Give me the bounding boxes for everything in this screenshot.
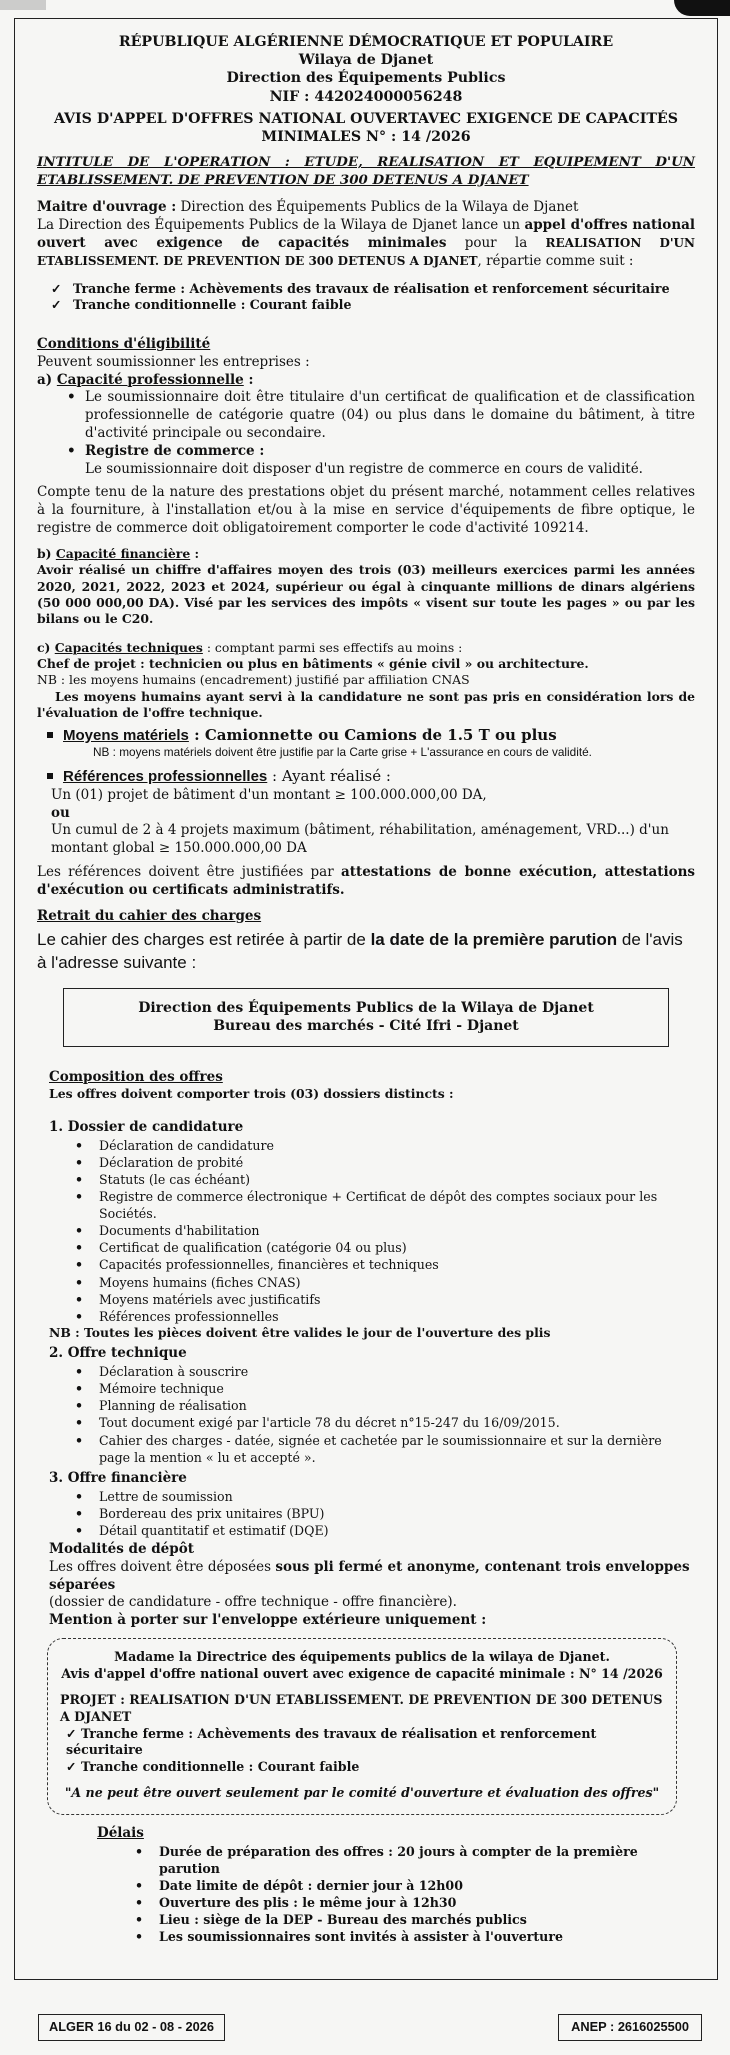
item-prefix: c) (37, 639, 55, 655)
list-item: • Lettre de soumission (73, 1488, 695, 1505)
list-item: • Moyens humains (fiches CNAS) (73, 1274, 695, 1291)
list-item: • Moyens matériels avec justificatifs (73, 1291, 695, 1308)
intro-project: REALISATION D'UN ETABLISSEMENT. DE PREVENTION DE 300 DETENUS A DJANET (37, 236, 695, 268)
technique-list (73, 1363, 695, 1466)
item-prefix: b) (37, 545, 56, 561)
list-item: • Documents d'habilitation (73, 1222, 695, 1239)
depot-title: Modalités de dépôt (49, 1541, 194, 1558)
retrait-date: la date de la première parution (370, 930, 618, 950)
list-item: • Mémoire technique (73, 1380, 695, 1397)
references-justif (37, 864, 695, 900)
depot-part: (dossier de candidature - offre technique - offre financière). (49, 1594, 457, 1611)
envelope-quote: "A ne peut être ouvert seulement par le comité d'ouverture et évaluation des offres" (64, 1785, 660, 1801)
tranche-text: Tranche ferme : Achèvements des travaux de réalisation et renforcement sécuritaire (73, 280, 670, 296)
references-title: Références professionnelles (63, 767, 268, 785)
item-suffix: : (243, 371, 254, 388)
announcement-content (15, 19, 717, 1946)
item-prefix: a) (37, 371, 57, 388)
moyens-humains: Les moyens humains ayant servi à la candidature ne sont pas pris en considération lors de l'évaluation de l'offre technique. (37, 688, 695, 721)
list-item: • Tout document exigé par l'article 78 du décret n°15-247 du 16/09/2015. (73, 1414, 695, 1431)
dossier-list (73, 1137, 695, 1325)
anep-reference: ANEP : 2616025500 (558, 2014, 702, 2041)
list-item: • Durée de préparation des offres : 20 jours à compter de la première parution (133, 1843, 695, 1877)
chef-projet: Chef de projet : technicien ou plus en bâtiments « génie civil » ou architecture. (37, 656, 589, 672)
list-item: • Lieu : siège de la DEP - Bureau des marchés publics (133, 1911, 695, 1928)
reference-2: Un cumul de 2 à 4 projets maximum (bâtiment, réhabilitation, aménagement, VRD...) d'un montant global ≥ 150.000.000,00 DA (51, 822, 669, 857)
capacite-pro-heading (37, 372, 695, 390)
item-suffix: : comptant parmi ses effectifs au moins : (202, 639, 463, 655)
composition-title: Composition des offres (49, 1068, 223, 1085)
references-text: : Ayant réalisé : (267, 766, 391, 785)
envelope-tranche-1 (66, 1726, 664, 1759)
header-republic: RÉPUBLIQUE ALGÉRIENNE DÉMOCRATIQUE ET POPULAIRE (118, 34, 614, 50)
header-avis: AVIS D'APPEL D'OFFRES NATIONAL OUVERTAVEC EXIGENCE DE CAPACITÉS (54, 110, 678, 127)
header-nif: NIF : 442024000056248 (269, 88, 463, 105)
list-item: • Registre de commerce électronique + Certificat de dépôt des comptes sociaux pour les Sociétés. (73, 1188, 695, 1222)
capacite-fin-title: Capacité financière (55, 545, 191, 561)
maitre-value: Direction des Équipements Publics de la Wilaya de Djanet (176, 199, 579, 216)
intro-text: La Direction des Équipements Publics de la Wilaya de Djanet lance un (37, 217, 525, 234)
check-icon: ✓ (51, 280, 62, 296)
square-bullet-icon (47, 732, 53, 738)
list-item: • Déclaration de candidature (73, 1137, 695, 1154)
intro-paragraph (37, 199, 695, 270)
check-icon: ✓ (51, 297, 62, 313)
delais-list (133, 1843, 695, 1946)
list-item (63, 443, 695, 479)
list-item: • Détail quantitatif et estimatif (DQE) (73, 1522, 695, 1539)
retrait-part: Le cahier des charges est retirée à partir de (37, 930, 371, 950)
materiels-text: : Camionnette ou Camions de 1.5 T ou plus (188, 725, 557, 744)
envelope-tranche-2 (66, 1759, 664, 1776)
operation-title: INTITULE DE L'OPERATION : ETUDE, REALISATION ET EQUIPEMENT D'UN ETABLISSEMENT. DE PREVENTION DE 300 DETENUS A DJANET (37, 154, 695, 188)
check-icon: ✓ (66, 1725, 81, 1741)
header-numero: MINIMALES N° : 14 /2026 (261, 128, 471, 145)
justif-emphasis: attestations de bonne exécution, attestations d'exécution ou certificats administratifs. (37, 863, 695, 898)
address-line-1: Direction des Équipements Publics de la Wilaya de Djanet (138, 999, 594, 1016)
envelope-box (47, 1638, 677, 1815)
capacite-tech-heading (37, 640, 695, 656)
scan-artifact (0, 0, 46, 10)
envelope-line-2: Avis d'appel d'offre national ouvert avec exigence de capacité minimale : N° 14 /2026 (61, 1665, 663, 1681)
dossier-title: 1. Dossier de candidature (49, 1118, 244, 1135)
list-item (51, 297, 695, 314)
retrait-text (37, 929, 695, 973)
scan-artifact-blob (674, 0, 730, 16)
nb-cnas: NB : les moyens humains (encadrement) justifié par affiliation CNAS (37, 672, 470, 688)
list-item: • Ouverture des plis : le même jour à 12h30 (133, 1894, 695, 1911)
capacite-fin-text: Avoir réalisé un chiffre d'affaires moyen des trois (03) meilleurs exercices parmi les années 2020, 2021, 2022, 2023 et 2024, supérieur ou égal à cinquante millions de dinars algériens (50 000 000,00 DA). Visé par les services des impôts « visent sur toute les pages » ou par les bilans ou le C20. (37, 562, 695, 627)
tranches-list (51, 281, 695, 314)
registre-text: Le soumissionnaire doit disposer d'un registre de commerce en cours de validité. (85, 460, 643, 477)
maitre-label: Maitre d'ouvrage : (37, 199, 177, 216)
materiels-nb: NB : moyens matériels doivent être justifie par la Carte grise + L'assurance en cours de validité. (93, 745, 592, 760)
registre-title: Registre de commerce : (85, 442, 265, 459)
list-item: • Planning de réalisation (73, 1397, 695, 1414)
envelope-projet: PROJET : REALISATION D'UN ETABLISSEMENT. DE PREVENTION DE 300 DETENUS A DJANET (60, 1692, 663, 1724)
envelope-tranche-text: Tranche conditionnelle : Courant faible (80, 1758, 360, 1774)
intro-text: pour la (446, 235, 546, 252)
tranche-text: Tranche conditionnelle : Courant faible (73, 297, 352, 313)
financiere-list (73, 1488, 695, 1539)
list-item (51, 281, 695, 298)
list-item: • Date limite de dépôt : dernier jour à 12h00 (133, 1877, 695, 1894)
conditions-title: Conditions d'éligibilité (37, 335, 211, 352)
fibre-paragraph: Compte tenu de la nature des prestations objet du présent marché, notamment celles relatives à la fourniture, à l'installation et/ou à la mise en service d'équipements de fibre optique, le registre de commerce doit obligatoirement comporter le code d'activité 109214. (37, 484, 695, 536)
reference-ou: ou (51, 804, 70, 821)
list-item: • Les soumissionnaires sont invités à assister à l'ouverture (133, 1928, 695, 1945)
conditions-lead: Peuvent soumissionner les entreprises : (37, 353, 310, 370)
header-wilaya: Wilaya de Djanet (298, 52, 434, 69)
list-item: • Cahier des charges - datée, signée et cachetée par le soumissionnaire et sur la dernière page la mention « lu et accepté ». (73, 1432, 695, 1466)
list-item: • Déclaration de probité (73, 1154, 695, 1171)
list-item: • Bordereau des prix unitaires (BPU) (73, 1505, 695, 1522)
moyens-materiels (37, 726, 695, 746)
address-box (63, 988, 669, 1047)
references-heading (37, 767, 695, 787)
announcement-frame (14, 18, 718, 1980)
intro-emphasis: appel d'offres national ouvert avec exigence de capacités minimales (37, 217, 696, 252)
financiere-title: 3. Offre financière (49, 1469, 187, 1486)
header-direction: Direction des Équipements Publics (226, 70, 506, 87)
list-item: • Capacités professionnelles, financières et techniques (73, 1256, 695, 1273)
depot-text (49, 1559, 695, 1612)
retrait-title: Retrait du cahier des charges (37, 907, 262, 924)
justif-text: Les références doivent être justifiées par (37, 863, 341, 880)
capacite-fin-heading (37, 546, 695, 562)
list-item: • Déclaration à souscrire (73, 1363, 695, 1380)
publication-date: ALGER 16 du 02 - 08 - 2026 (38, 2014, 225, 2041)
envelope-tranche-text: Tranche ferme : Achèvements des travaux de réalisation et renforcement sécuritaire (66, 1725, 597, 1758)
depot-mention: Mention à porter sur l'enveloppe extérieure uniquement : (49, 1612, 487, 1629)
capacite-tech-title: Capacités techniques (54, 639, 203, 655)
capacite-pro-list (63, 389, 695, 478)
intro-text: , répartie comme suit : (477, 252, 634, 269)
list-item: • Statuts (le cas échéant) (73, 1171, 695, 1188)
list-item: • Certificat de qualification (catégorie 04 ou plus) (73, 1239, 695, 1256)
composition-lead: Les offres doivent comporter trois (03) dossiers distincts : (49, 1086, 454, 1102)
envelope-line-1: Madame la Directrice des équipements publics de la wilaya de Djanet. (114, 1649, 610, 1665)
item-suffix: : (190, 545, 200, 561)
header-block (37, 33, 695, 146)
reference-1: Un (01) projet de bâtiment d'un montant ≥ 100.000.000,00 DA, (51, 786, 487, 803)
retrait-part: de l'avis à l'adresse suivante : (37, 930, 683, 972)
capacite-pro-title: Capacité professionnelle (56, 371, 244, 388)
list-item: • Le soumissionnaire doit être titulaire d'un certificat de qualification et de classification professionnelle de catégorie quatre (04) ou plus dans le domaine du bâtiment, à titre d'activité principale ou secondaire. (63, 389, 695, 442)
square-bullet-icon (47, 773, 53, 779)
technique-title: 2. Offre technique (49, 1345, 187, 1362)
depot-emphasis: sous pli fermé et anonyme, contenant trois enveloppes séparées (49, 1558, 690, 1593)
list-item: • Références professionnelles (73, 1308, 695, 1325)
materiels-title: Moyens matériels (63, 726, 189, 744)
check-icon: ✓ (66, 1758, 81, 1774)
address-line-2: Bureau des marchés - Cité Ifri - Djanet (213, 1018, 519, 1035)
pieces-nb: NB : Toutes les pièces doivent être valides le jour de l'ouverture des plis (49, 1324, 551, 1340)
delais-title: Délais (97, 1824, 144, 1841)
depot-part: Les offres doivent être déposées (49, 1558, 276, 1575)
